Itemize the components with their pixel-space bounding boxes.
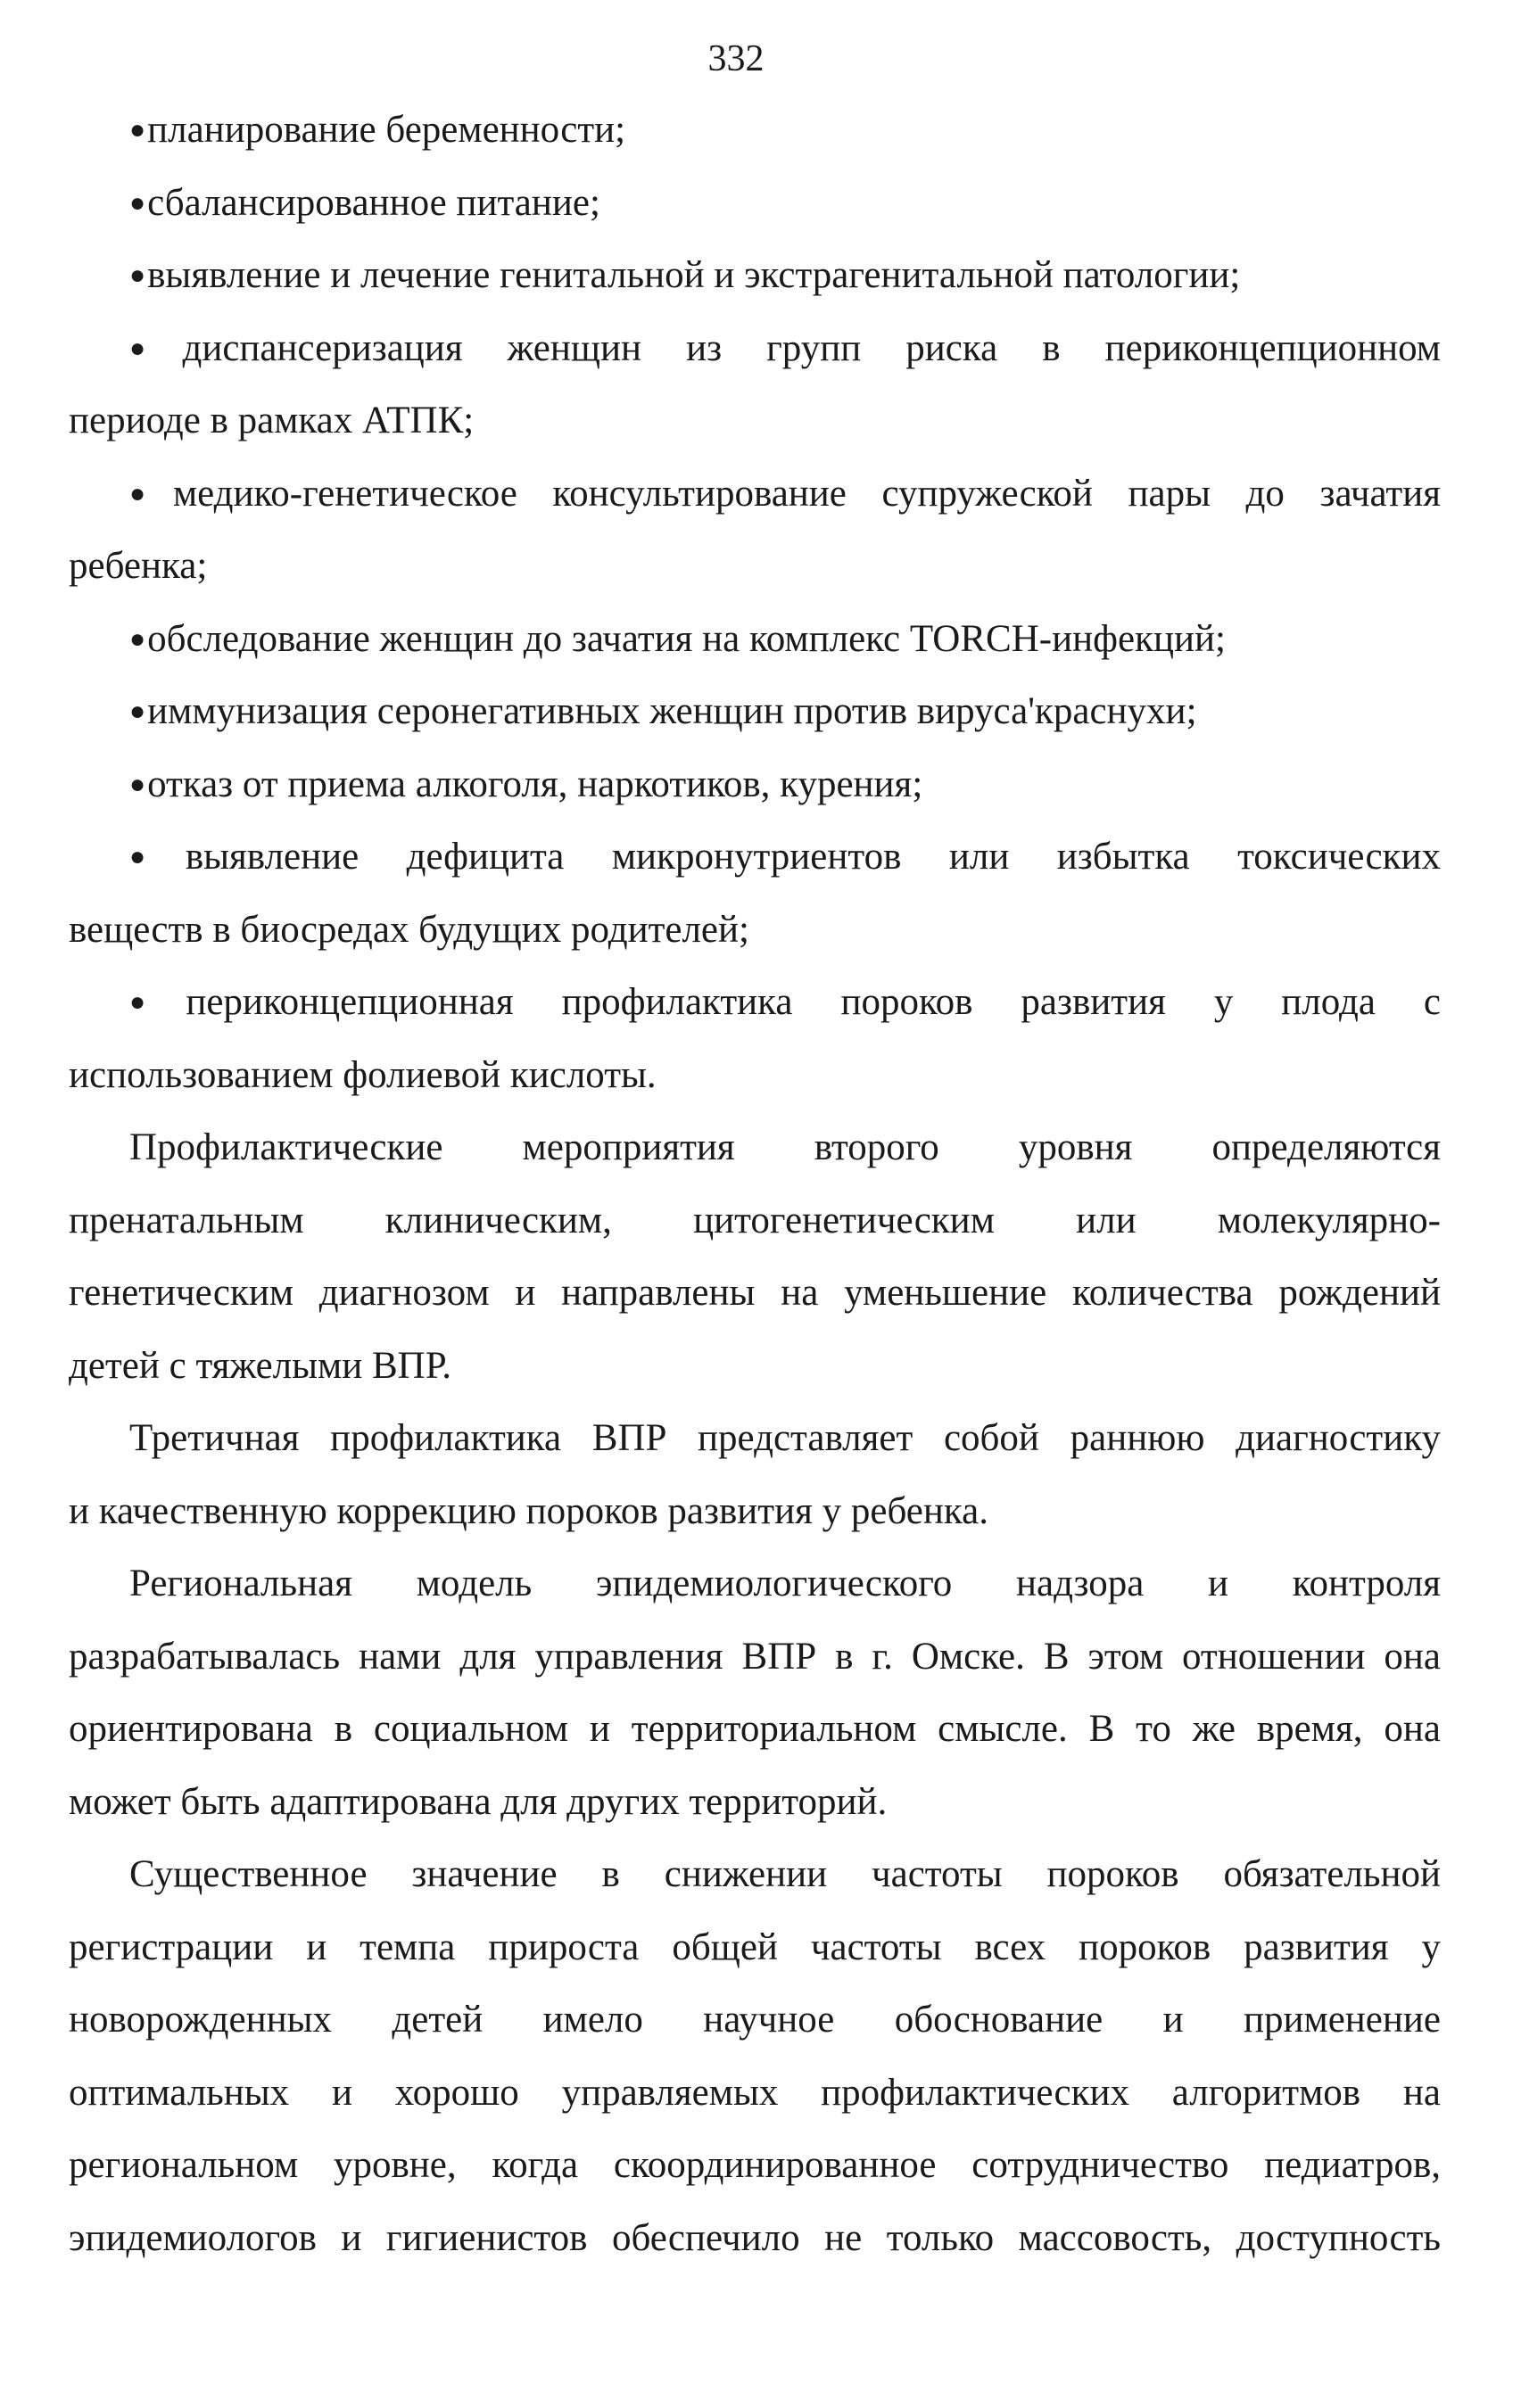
paragraph-last-line: и качественную коррекцию пороков развития у ребенка. [69, 1489, 988, 1532]
bullet-item: ●планирование беременности; [129, 109, 626, 151]
bullet-item: ●иммунизация серонегативных женщин против вируса'краснухи; [129, 690, 1197, 732]
bullet-item: ●выявление дефицита микронутриентов или избытка токсических [129, 836, 1441, 878]
bullet-dot-icon: ● [129, 187, 146, 218]
bullet-item: ●выявление и лечение генитальной и экстрагенитальной патологии; [129, 254, 1241, 296]
bullet-dot-icon: ● [129, 478, 171, 508]
paragraph-first-line: Третичная профилактика ВПР представляет собой раннюю диагностику [129, 1417, 1441, 1459]
paragraph-first-line: Существенное значение в снижении частоты пороков обязательной [129, 1853, 1441, 1895]
paragraph-last-line: может быть адаптирована для других территорий. [69, 1780, 888, 1823]
page-number: 332 [707, 38, 765, 79]
bullet-dot-icon: ● [129, 987, 185, 1017]
bullet-dot-icon: ● [129, 115, 146, 144]
bullet-dot-icon: ● [129, 842, 184, 871]
paragraph-line: разрабатывалась нами для управления ВПР в г. Омске. В этом отношении она [69, 1635, 1441, 1678]
paragraph-line: новорожденных детей имело научное обоснование и применение [69, 1999, 1441, 2041]
bullet-dot-icon: ● [129, 697, 146, 726]
bullet-item: ●медико-генетическое консультирование супружеской пары до зачатия [129, 472, 1442, 515]
bullet-dot-icon: ● [129, 623, 146, 654]
paragraph-line: пренатальным клиническим, цитогенетическим или молекулярно- [69, 1199, 1441, 1241]
bullet-item: ●периконцепционная профилактика пороков развития у плода с [129, 981, 1442, 1023]
bullet-item-continuation: использованием фолиевой кислоты. [69, 1053, 657, 1096]
paragraph-line: региональном уровне, когда скоординированное сотрудничество педиатров, [69, 2144, 1441, 2186]
paragraph-last-line: детей с тяжелыми ВПР. [69, 1344, 452, 1387]
bullet-item: ●обследование женщин до зачатия на комплекс TORCH-инфекций; [129, 617, 1226, 660]
bullet-item: ●диспансеризация женщин из групп риска в периконцепционном [129, 326, 1442, 369]
bullet-dot-icon: ● [129, 260, 146, 290]
paragraph-first-line: Профилактические мероприятия второго уровня определяются [129, 1126, 1441, 1168]
bullet-item: ●отказ от приема алкоголя, наркотиков, курения; [129, 763, 923, 805]
paragraph-line: эпидемиологов и гигиенистов обеспечило не только массовость, доступность [69, 2216, 1441, 2259]
paragraph-line: ориентирована в социальном и территориальном смысле. В то же время, она [69, 1708, 1441, 1750]
bullet-item: ●сбалансированное питание; [129, 181, 600, 224]
bullet-dot-icon: ● [129, 333, 181, 363]
bullet-item-continuation: веществ в биосредах будущих родителей; [69, 908, 749, 951]
paragraph-line: оптимальных и хорошо управляемых профилактических алгоритмов на [69, 2071, 1441, 2114]
paragraph-first-line: Региональная модель эпидемиологического надзора и контроля [129, 1563, 1441, 1604]
paragraph-line: генетическим диагнозом и направлены на уменьшение количества рождений [69, 1272, 1441, 1314]
bullet-dot-icon: ● [129, 769, 146, 799]
bullet-item-continuation: ребенка; [69, 545, 208, 587]
page-body [69, 94, 1442, 2274]
paragraph-line: регистрации и темпа прироста общей частоты всех пороков развития у [69, 1926, 1441, 1968]
bullet-item-continuation: периоде в рамках АТПК; [69, 400, 475, 441]
